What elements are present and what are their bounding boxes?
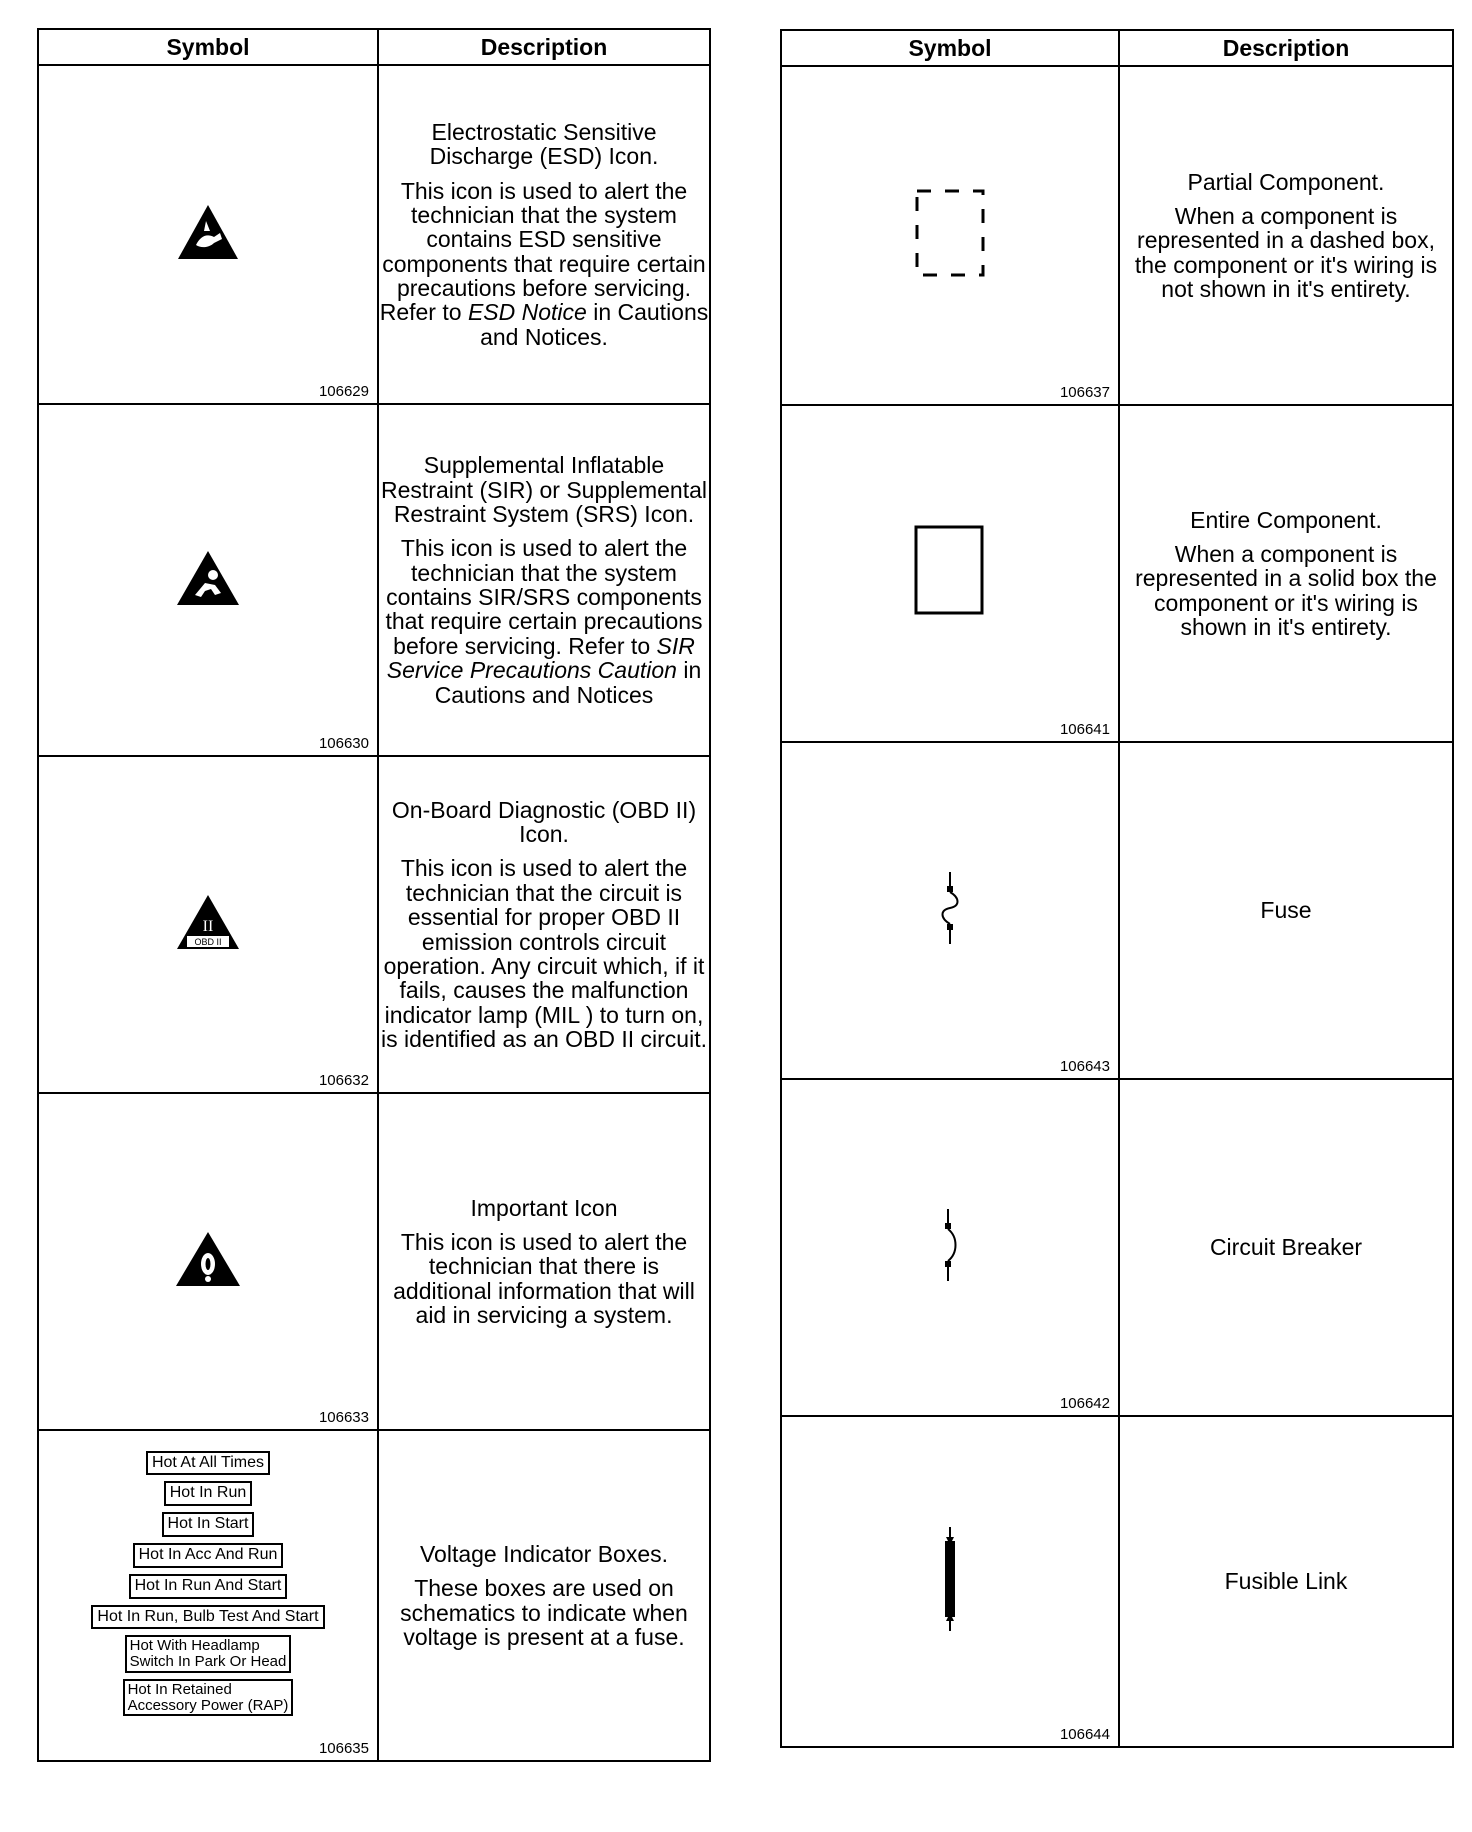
description-column-header: Description <box>1119 30 1453 66</box>
symbol-cell <box>781 405 1119 742</box>
voltage-indicator-box: Hot At All Times <box>146 1451 270 1476</box>
description-cell <box>378 65 710 404</box>
fuse-icon <box>940 870 960 946</box>
symbol-cell <box>781 742 1119 1079</box>
description-title: Circuit Breaker <box>1209 1234 1363 1261</box>
symbol-column-header: Symbol <box>781 30 1119 66</box>
voltage-indicator-box <box>125 1635 292 1673</box>
figure-number: 106633 <box>318 1409 369 1426</box>
body-emphasis: SIR Service Precautions Caution <box>386 632 695 684</box>
figure-number: 106637 <box>1059 384 1110 401</box>
solid-box-icon <box>914 525 986 617</box>
symbol-cell <box>38 1430 378 1761</box>
description-body: This icon is used to alert the technician that the circuit is essential for proper OBD II emission controls circuit operation. Any circuit which, if it fails, causes the malfunction indicator lamp (MIL ) to turn on, is identified as an OBD II circuit. <box>381 855 707 1052</box>
description-cell <box>378 1430 710 1761</box>
figure-number: 106635 <box>318 1740 369 1757</box>
left-symbol-table <box>37 28 711 1762</box>
table-row <box>38 756 710 1093</box>
figure-number: 106644 <box>1059 1726 1110 1743</box>
box-line: Accessory Power (RAP) <box>127 1696 289 1714</box>
body-emphasis: ESD Notice <box>467 299 587 326</box>
description-cell <box>378 1093 710 1430</box>
description-cell <box>1119 1079 1453 1416</box>
description-title: Entire Component. <box>1190 506 1382 533</box>
description-title: Electrostatic Sensitive Discharge (ESD) Icon. <box>429 118 659 170</box>
description-body <box>379 536 709 707</box>
box-line: Hot In Retained <box>127 1680 232 1698</box>
description-title: Important Icon <box>470 1194 618 1221</box>
figure-number: 106630 <box>318 735 369 752</box>
symbol-cell <box>781 1079 1119 1416</box>
table-row <box>38 1430 710 1761</box>
right-symbol-table <box>780 29 1454 1748</box>
fusible-link-icon <box>940 1525 960 1633</box>
voltage-indicator-box <box>123 1679 294 1717</box>
description-title: Fusible Link <box>1224 1568 1348 1595</box>
body-text: This icon is used to alert the technician that the system contains ESD sensitive components that require certain precautions before servicing. Refer to <box>379 177 706 326</box>
symbol-cell <box>781 1416 1119 1747</box>
esd-icon <box>176 203 240 261</box>
description-title: On-Board Diagnostic (OBD II) Icon. <box>391 796 697 847</box>
symbol-cell <box>38 404 378 756</box>
circuit-breaker-icon <box>940 1207 960 1283</box>
table-row <box>38 65 710 404</box>
table-header-row <box>38 29 710 65</box>
obd-ii-icon <box>175 893 241 951</box>
description-body: This icon is used to alert the technician that there is additional information that will aid in servicing a system. <box>393 1228 695 1329</box>
description-title: Supplemental Inflatable Restraint (SIR) or Supplemental Restraint System (SRS) Icon. <box>381 452 707 527</box>
description-column-header: Description <box>378 29 710 65</box>
body-text: in Cautions and Notices <box>434 657 702 708</box>
box-line: Hot With Headlamp <box>129 1637 260 1655</box>
voltage-indicator-box: Hot In Run, Bulb Test And Start <box>91 1605 324 1630</box>
description-cell <box>1119 742 1453 1079</box>
description-cell <box>378 756 710 1093</box>
table-row <box>781 66 1453 405</box>
symbol-cell <box>38 756 378 1093</box>
table-header-row <box>781 30 1453 66</box>
table-row <box>38 404 710 756</box>
symbol-cell <box>781 66 1119 405</box>
description-body: When a component is represented in a solid box the component or it's wiring is shown in it's entirety. <box>1135 540 1437 641</box>
description-body: These boxes are used on schematics to indicate when voltage is present at a fuse. <box>400 1575 688 1650</box>
box-line: Switch In Park Or Head <box>129 1653 287 1671</box>
figure-number: 106641 <box>1059 721 1110 738</box>
body-text: in Cautions and Notices. <box>480 299 709 350</box>
sir-airbag-icon <box>175 549 241 607</box>
symbol-column-header: Symbol <box>38 29 378 65</box>
figure-number: 106629 <box>318 383 369 400</box>
symbol-cell <box>38 1093 378 1430</box>
figure-number: 106632 <box>318 1072 369 1089</box>
description-cell <box>1119 66 1453 405</box>
body-text: This icon is used to alert the technician that the system contains SIR/SRS components that require certain precautions before servicing. Refer to <box>385 535 703 659</box>
description-title: Voltage Indicator Boxes. <box>419 1540 669 1567</box>
important-icon <box>174 1230 242 1288</box>
table-row <box>781 742 1453 1079</box>
dashed-box-icon <box>914 188 986 278</box>
description-body <box>379 179 709 350</box>
description-body: When a component is represented in a dashed box, the component or it's wiring is not shown in it's entirety. <box>1134 202 1438 303</box>
voltage-indicator-box: Hot In Start <box>162 1512 255 1537</box>
table-row <box>781 1416 1453 1747</box>
table-row <box>781 405 1453 742</box>
symbol-cell <box>38 65 378 404</box>
obd-ii-icon-numeral: II <box>202 918 214 935</box>
table-row <box>38 1093 710 1430</box>
figure-number: 106643 <box>1059 1058 1110 1075</box>
description-title: Partial Component. <box>1187 168 1385 195</box>
description-title: Fuse <box>1260 897 1312 924</box>
description-cell <box>1119 405 1453 742</box>
voltage-indicator-box: Hot In Run And Start <box>129 1574 288 1599</box>
description-cell <box>1119 1416 1453 1747</box>
obd-ii-icon-label: OBD II <box>194 937 222 947</box>
voltage-indicator-box: Hot In Acc And Run <box>133 1543 284 1568</box>
table-row <box>781 1079 1453 1416</box>
voltage-indicator-box-list <box>39 1451 377 1717</box>
description-cell <box>378 404 710 756</box>
figure-number: 106642 <box>1059 1395 1110 1412</box>
voltage-indicator-box: Hot In Run <box>164 1481 252 1506</box>
